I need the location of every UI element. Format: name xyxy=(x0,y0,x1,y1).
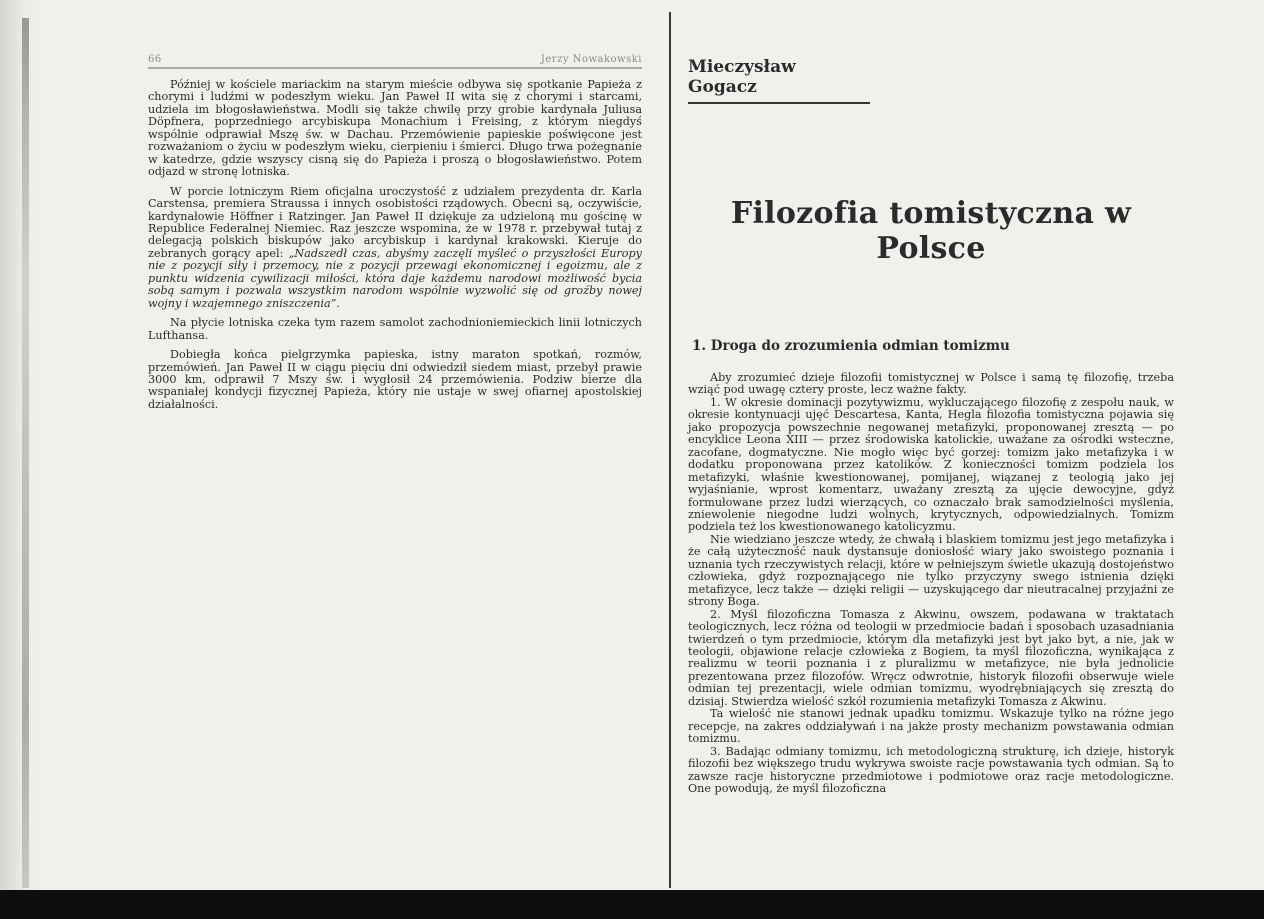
paragraph: Później w kościele mariackim na starym mieście odbywa się spotkanie Papieża z chorymi i ludźmi w podeszłym wieku. Jan Paweł II wita się z chorymi i starcami, udziela im błogosławieństwa. Modli się także chwilę przy grobie kardynała Juliusa Döpfnera, poprzedniego arcybiskupa Monachium i Freising, z którym niegdyś wspólnie odprawiał Mszę św. w Dachau. Przemówienie papieskie poświęcone jest rozważaniom o życiu w podeszłym wieku, cierpieniu i śmierci. Długo trwa pożegnanie w katedrze, gdzie wszyscy cisną się do Papieża i proszą o błogosławieństwo. Potem odjazd w stronę lotniska. xyxy=(148,78,642,179)
paragraph: 1. W okresie dominacji pozytywizmu, wykluczającego filozofię z zespołu nauk, w okresie kontynuacji ujęć Descartesa, Kanta, Hegla filozofia tomistyczna pojawia się jako propozycja powszechnie negowanej metafizyki, proponowanej zresztą — po encyklice Leona XIII — przez środowiska katolickie, uważane za ośrodki wsteczne, zacofane, dogmatyczne. Nie mogło więc być gorzej: tomizm jako metafizyka i w dodatku proponowana przez katolików. Z konieczności tomizm podziela los metafizyki, właśnie kwestionowanej, pomijanej, wiązanej z teologią jako jej wyjaśnianie, wprost komentarz, uważany zresztą za ujęcie dewocyjne, gdyż formułowane przez ludzi wierzących, co oznaczało brak samodzielności myślenia, zniewolenie niegodne ludzi wolnych, krytycznych, odpowiedzialnych. Tomizm podziela też los kwestionowanego katolicyzmu. xyxy=(688,395,1174,534)
article-title: Filozofia tomistyczna w Polsce xyxy=(730,196,1132,266)
paragraph: 3. Badając odmiany tomizmu, ich metodologiczną strukturę, ich dzieje, historyk filozofii bez większego trudu wykrywa swoiste racje powstawania tych odmian. Są to zawsze racje historyczne przedmiotowe i podmiotowe oraz racje metodologiczne. One powodują, że myśl filozoficzna xyxy=(688,744,1174,795)
binding-shadow xyxy=(22,18,29,888)
scan-bottom-border xyxy=(0,890,1264,919)
paragraph-text: W porcie lotniczym Riem oficjalna uroczystość z udziałem prezydenta dr. Karla Carstensa, premiera Straussa i innych osobistości rządowych. Obecni są, oczywiście, kardynałowie Höffner i Ratzinger. Jan Paweł II dziękuje za udzieloną mu gościnę w Republice Federalnej Niemiec. Raz jeszcze wspomina, że w 1978 r. przebywał tutaj z delegacją polskich biskupów jako arcybiskup i kardynał krakowski. Kieruje do zebranych gorący apel: xyxy=(148,184,642,260)
right-page-body xyxy=(688,372,1174,795)
article-author: Mieczysław Gogacz xyxy=(688,57,870,104)
running-head: Jerzy Nowakowski xyxy=(540,54,642,65)
paragraph: Ta wielość nie stanowi jednak upadku tomizmu. Wskazuje tylko na różne jego recepcje, na zakres oddziaływań i na jakże prosty mechanizm powstawania odmian tomizmu. xyxy=(688,707,1174,746)
scan-left-edge xyxy=(0,0,40,892)
left-page-header xyxy=(148,54,642,69)
paragraph: Dobiegła końca pielgrzymka papieska, istny maraton spotkań, rozmów, przemówień. Jan Paweł II w ciągu pięciu dni odwiedził siedem miast, przebył prawie 3000 km, odprawił 7 Mszy św. i wygłosił 24 przemówienia. Podziw bierze dla wspaniałej kondycji fizycznej Papieża, który nie ustaje w swej ofiarnej apostolskiej działalności. xyxy=(148,348,642,411)
book-gutter xyxy=(669,12,671,888)
section-heading: 1. Droga do zrozumienia odmian tomizmu xyxy=(692,338,1010,354)
papal-quote: „Nadszedł czas, abyśmy zaczęli myśleć o przyszłości Europy nie z pozycji siły i przemocy, nie z pozycji przewagi ekonomicznej i egoizmu, ale z punktu widzenia cywilizacji miłości, która daje każdemu narodowi możliwość bycia sobą samym i pozwala wszystkim narodom wspólnie wyzwolić się od groźby nowej wojny i wzajemnego zniszczenia”. xyxy=(148,246,642,310)
paragraph: Aby zrozumieć dzieje filozofii tomistycznej w Polsce i samą tę filozofię, trzeba wziąć pod uwagę cztery proste, lecz ważne fakty. xyxy=(688,371,1174,397)
page-number: 66 xyxy=(148,54,162,65)
paragraph-with-quote xyxy=(148,186,642,311)
paragraph: Na płycie lotniska czeka tym razem samolot zachodnioniemieckich linii lotniczych Lufthansa. xyxy=(148,316,642,342)
paragraph: 2. Myśl filozoficzna Tomasza z Akwinu, owszem, podawana w traktatach teologicznych, lecz różna od teologii w przedmiocie badań i sposobach uzasadniania twierdzeń o tym przedmiocie, którym dla metafizyki jest byt jako byt, a nie, jak w teologii, objawione relacje człowieka z Bogiem, ta myśl filozoficzna, wynikająca z realizmu w teorii poznania i z pluralizmu w metafizyce, nie była jednolicie prezentowana przez filozofów. Wręcz odwrotnie, historyk filozofii obserwuje wiele odmian tej prezentacji, wiele odmian tomizmu, wyodrębniających się zresztą do dzisiaj. Stwierdza wielość szkół rozumienia metafizyki Tomasza z Akwinu. xyxy=(688,607,1174,708)
paragraph: Nie wiedziano jeszcze wtedy, że chwałą i blaskiem tomizmu jest jego metafizyka i że całą użyteczność nauk dystansuje doniosłość wiary jako swoistego poznania i uznania tych rzeczywistych relacji, które w pełniejszym świetle ukazują dostojeństwo człowieka, gdyż rozpoznającego nie tylko przyczyny swego istnienia dzięki metafizyce, lecz także — dzięki religii — uzyskującego dar nieutracalnej przyjaźni ze strony Boga. xyxy=(688,532,1174,609)
right-page xyxy=(688,54,1174,795)
left-page-body xyxy=(148,79,642,411)
left-page xyxy=(148,54,642,411)
